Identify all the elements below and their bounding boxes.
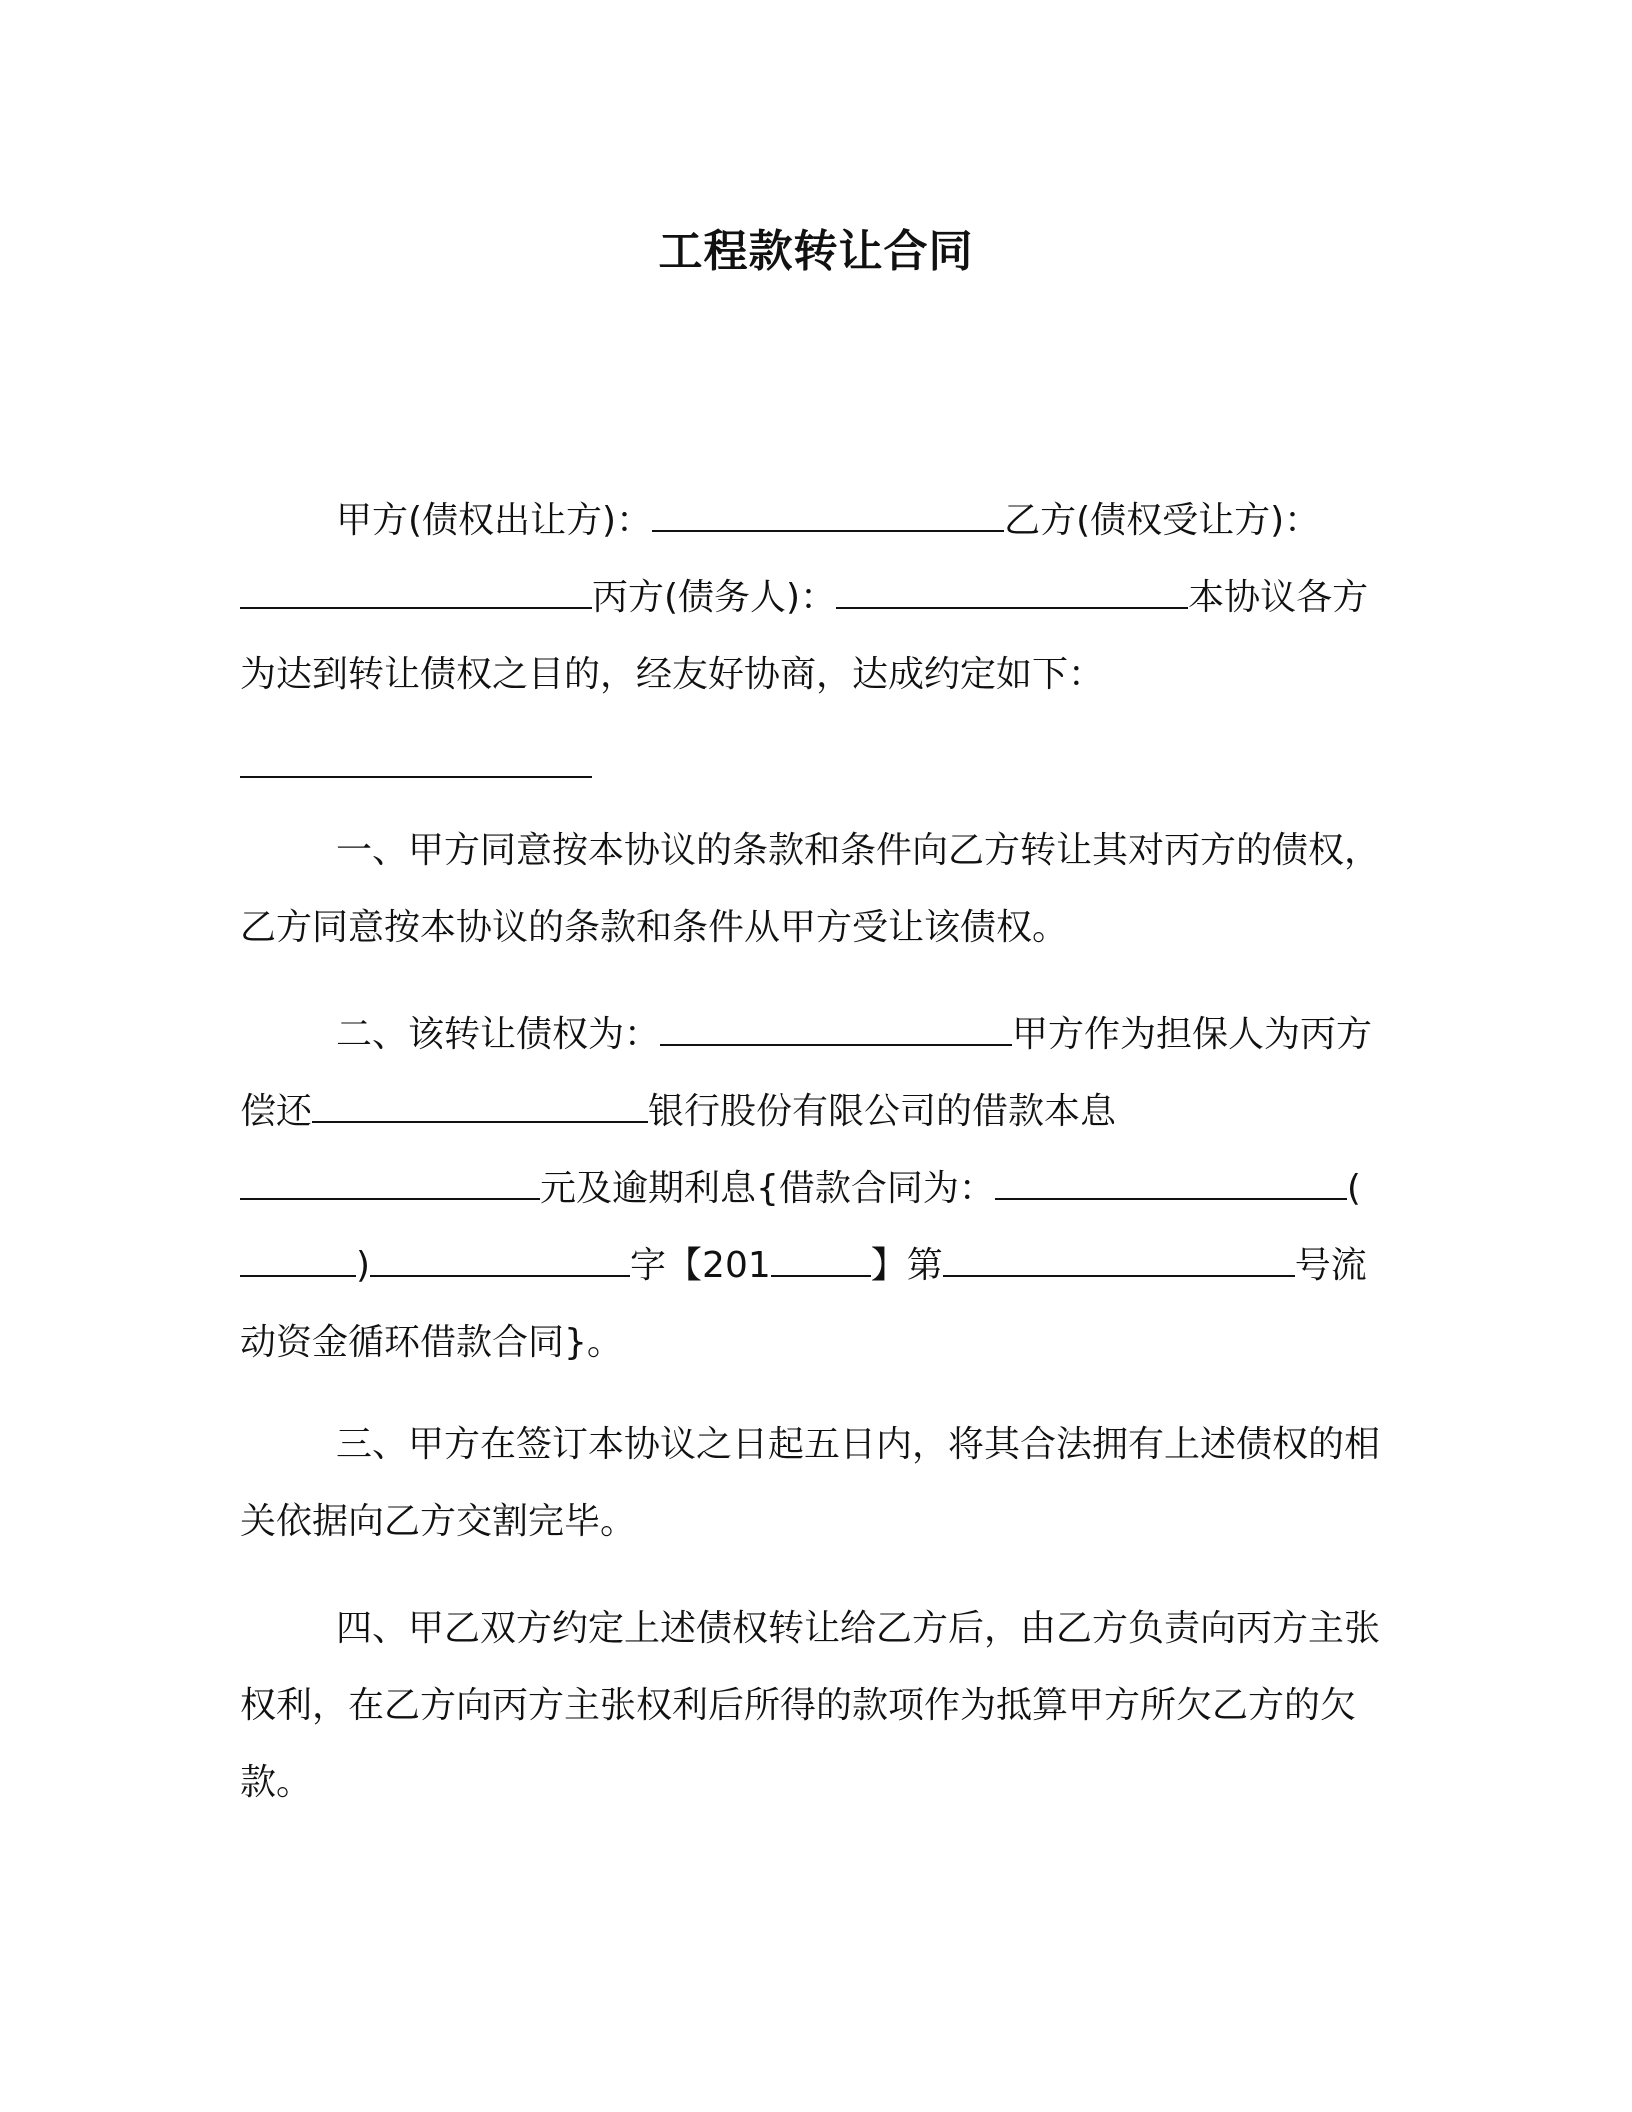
clause-2-lead: 二、该转让债权为： [336,1014,661,1055]
debt-blank [660,1008,1012,1046]
document-title: 工程款转让合同 [658,226,974,277]
clause-4: 四、甲乙双方约定上述债权转让给乙方后，由乙方负责向丙方主张权利，在乙方向丙方主张权利后所得的款项作为抵算甲方所欠乙方的欠款。 [240,1608,1381,1803]
clause-2-part1: 甲方作为担保人为丙方偿还 [240,1014,1373,1132]
party-b-label: 乙方(债权受让方)： [1004,500,1321,541]
amount-blank [240,1162,540,1200]
paren-open: ( [1346,1168,1361,1209]
clause-1: 一、甲方同意按本协议的条款和条件向乙方转让其对丙方的债权，乙方同意按本协议的条款和条件从甲方受让该债权。 [240,830,1381,948]
contract-prefix-blank [995,1162,1347,1200]
trailing-blank [240,740,592,778]
preamble-paragraph [240,482,1392,713]
party-c-label: 丙方(债务人)： [592,577,837,618]
clause-2 [240,996,1392,1381]
word-blank [370,1239,630,1277]
clause-2-part4: 字【201 [630,1245,771,1286]
preamble-trailing-blank-line [240,728,1392,805]
paren-close: ) [356,1245,371,1286]
year-blank [771,1239,871,1277]
clause-2-part2: 银行股份有限公司的借款本息 [648,1091,1117,1132]
clause-3: 三、甲方在签订本协议之日起五日内，将其合法拥有上述债权的相关依据向乙方交割完毕。 [240,1424,1381,1542]
paren-blank [240,1239,356,1277]
clause-2-part6: 号流动资金循环借款合同}。 [240,1245,1367,1363]
party-a-label: 甲方(债权出让方)： [336,500,653,541]
intro-text: 本协议各方为达到转让债权之目的，经友好协商，达成约定如下： [240,577,1369,695]
clause-2-part5: 】第 [870,1245,943,1286]
clause-2-part3: 元及逾期利息{借款合同为： [540,1168,995,1209]
number-blank [943,1239,1295,1277]
party-a-blank [652,494,1004,532]
bank-blank [312,1085,648,1123]
party-c-blank [836,571,1188,609]
party-b-blank [240,571,592,609]
